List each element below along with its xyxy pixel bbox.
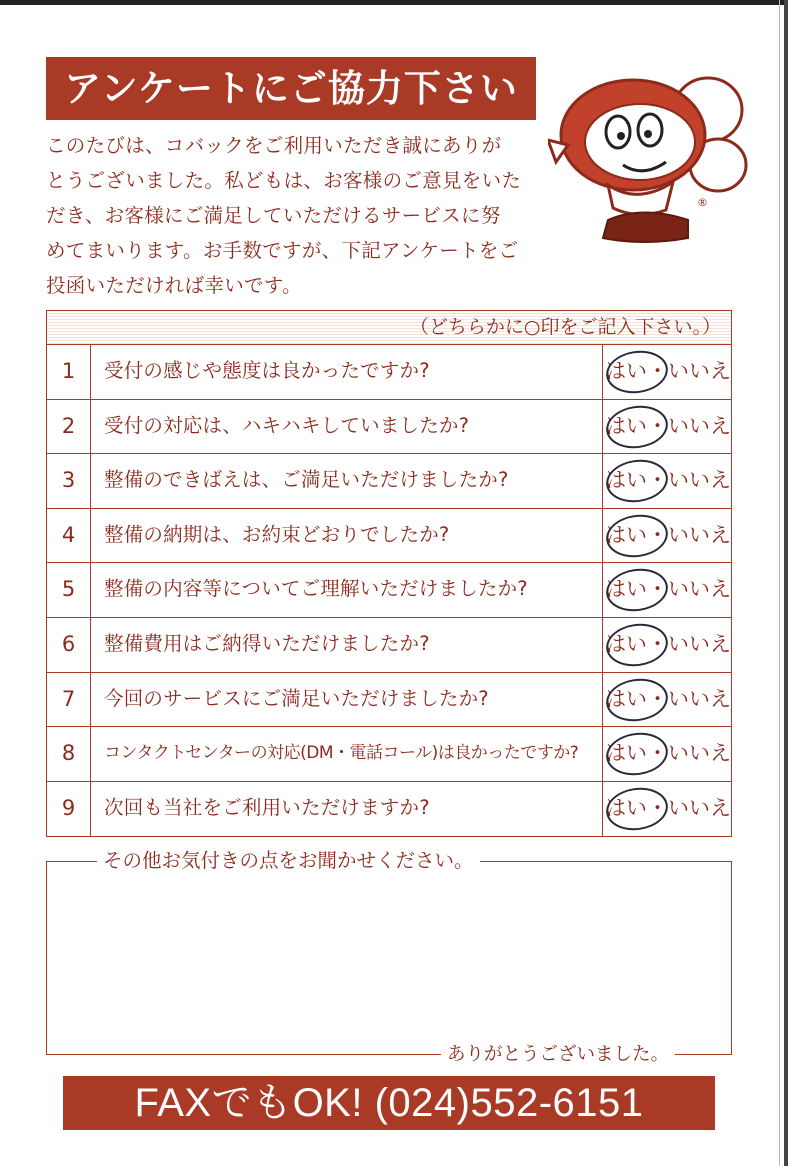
answer-label: はい・いいえ xyxy=(605,577,731,602)
intro-line: とうございました。私どもは、お客様のご意見をいた xyxy=(46,169,522,192)
question-text: 整備のできばえは、ご満足いただけましたか? xyxy=(104,468,509,492)
handwritten-circle xyxy=(603,347,670,397)
handwritten-circle xyxy=(603,565,670,615)
question-number: 4 xyxy=(47,509,91,563)
question-number: 2 xyxy=(47,400,91,454)
scan-edge-right xyxy=(784,0,788,1166)
question-text: コンタクトセンターの対応(DM・電話コール)は良かったですか? xyxy=(104,743,579,764)
handwritten-circle xyxy=(603,401,670,451)
survey-table xyxy=(46,310,732,837)
comments-title: その他お気付きの点をお聞かせください。 xyxy=(97,848,480,874)
question-text: 受付の感じや態度は良かったですか? xyxy=(104,359,430,382)
answer-choice[interactable] xyxy=(602,673,733,727)
survey-instruction: （どちらかに○印をご記入下さい。） xyxy=(47,311,731,345)
answer-label: はい・いいえ xyxy=(605,741,731,766)
answer-label: はい・いいえ xyxy=(605,359,731,383)
survey-title: アンケートにご協力下さい xyxy=(46,57,536,120)
question-row xyxy=(47,782,731,837)
intro-line: だき、お客様にご満足していただけるサービスに努 xyxy=(46,204,501,227)
fax-banner: FAXでもOK! (024)552-6151 xyxy=(63,1076,715,1130)
question-text: 整備の内容等についてご理解いただけましたか? xyxy=(104,577,528,601)
answer-choice[interactable] xyxy=(602,454,733,508)
handwritten-circle xyxy=(603,784,670,834)
question-row xyxy=(47,563,731,618)
answer-label: はい・いいえ xyxy=(605,632,731,656)
answer-label: はい・いいえ xyxy=(605,686,731,711)
question-row xyxy=(47,400,731,455)
answer-choice[interactable] xyxy=(602,345,733,399)
answer-choice[interactable] xyxy=(602,563,733,617)
question-row xyxy=(47,727,731,782)
question-number: 7 xyxy=(47,673,91,727)
answer-choice[interactable] xyxy=(602,782,733,837)
answer-choice[interactable] xyxy=(602,618,733,672)
intro-line: 投函いただければ幸いです。 xyxy=(46,274,302,297)
question-row xyxy=(47,673,731,728)
answer-choice[interactable] xyxy=(602,400,733,454)
registered-mark: ® xyxy=(697,196,708,209)
handwritten-circle xyxy=(603,511,670,561)
scan-edge-line xyxy=(779,0,780,1166)
question-text: 整備の納期は、お約束どおりでしたか? xyxy=(104,522,450,546)
handwritten-circle xyxy=(603,729,670,779)
thanks-text: ありがとうございました。 xyxy=(441,1042,675,1068)
handwritten-circle xyxy=(603,674,670,724)
question-row xyxy=(47,345,731,400)
answer-choice[interactable] xyxy=(602,727,733,781)
question-row xyxy=(47,509,731,564)
question-row xyxy=(47,618,731,673)
handwritten-circle xyxy=(603,456,670,506)
question-text: 今回のサービスにご満足いただけましたか? xyxy=(104,686,489,710)
question-text: 整備費用はご納得いただけましたか? xyxy=(104,632,430,655)
mascot-illustration xyxy=(548,70,748,250)
answer-choice[interactable] xyxy=(602,509,733,563)
question-number: 6 xyxy=(47,618,91,672)
question-number: 8 xyxy=(47,727,91,781)
answer-label: はい・いいえ xyxy=(605,413,731,438)
question-number: 1 xyxy=(47,345,91,399)
handwritten-circle xyxy=(603,620,670,670)
question-number: 9 xyxy=(47,782,91,837)
question-text: 受付の対応は、ハキハキしていましたか? xyxy=(104,413,470,437)
answer-label: はい・いいえ xyxy=(605,522,731,547)
question-number: 3 xyxy=(47,454,91,508)
scan-edge-top xyxy=(0,0,788,5)
intro-line: めてまいります。お手数ですが、下記アンケートをご xyxy=(46,239,519,262)
comments-box[interactable] xyxy=(46,849,732,1065)
intro-text xyxy=(46,128,546,303)
answer-label: はい・いいえ xyxy=(605,468,731,493)
question-row xyxy=(47,454,731,509)
intro-line: このたびは、コバックをご利用いただき誠にありが xyxy=(46,134,502,157)
question-text: 次回も当社をご利用いただけますか? xyxy=(104,795,430,819)
question-number: 5 xyxy=(47,563,91,617)
answer-label: はい・いいえ xyxy=(605,795,731,820)
